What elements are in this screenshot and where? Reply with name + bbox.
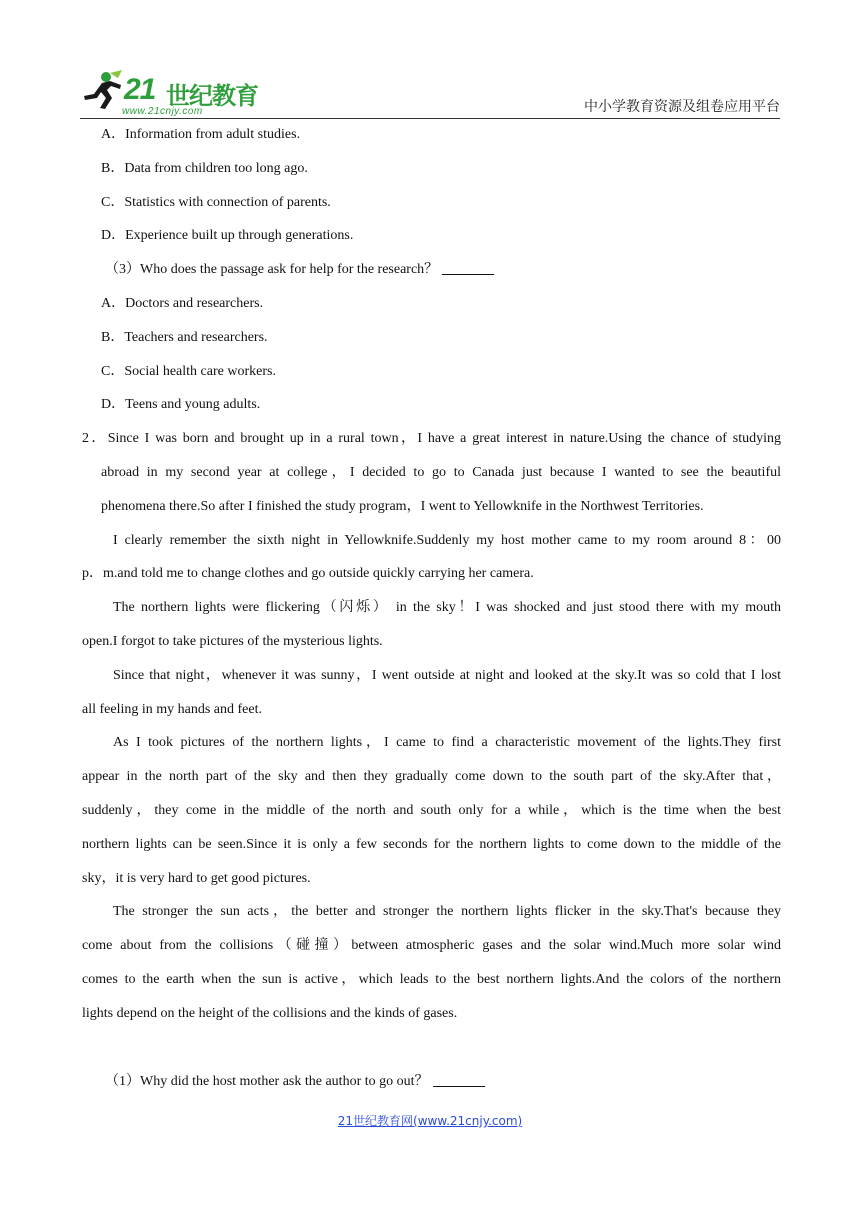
passage-line: 2．Since I was born and brought up in a rural town，I have a great interest in nature.Using the chance of studying xyxy=(82,431,781,447)
question-1-stem: （1）Why did the host mother ask the author to go out？ xyxy=(105,1073,429,1089)
logo-title: 世纪教育 xyxy=(166,82,258,110)
document-body xyxy=(82,118,781,1098)
question-1 xyxy=(82,1065,781,1099)
option-a: A．Doctors and researchers. xyxy=(101,295,264,311)
question-3-stem: （3）Who does the passage ask for help for the research？ xyxy=(105,262,439,278)
passage-line: suddenly，they come in the middle of the north and south only for a while，which is the time when the best xyxy=(82,802,781,818)
option-b: B．Data from children too long ago. xyxy=(101,160,308,176)
spacer xyxy=(82,1031,781,1065)
logo-url: www.21cnjy.com xyxy=(122,106,203,117)
passage-line: comes to the earth when the sun is active，which leads to the best northern lights.And the colors of the northern xyxy=(82,971,781,987)
option-d: D．Experience built up through generations. xyxy=(101,228,354,244)
passage-line: abroad in my second year at college，I decided to go to Canada just because I wanted to see the beautiful xyxy=(101,464,781,480)
passage-line: The northern lights were flickering（闪烁） in the sky！I was shocked and just stood there with my mouth xyxy=(113,600,781,616)
passage-line: p．m.and told me to change clothes and go outside quickly carrying her camera. xyxy=(82,566,534,582)
passage-line: open.I forgot to take pictures of the mysterious lights. xyxy=(82,633,383,649)
option-d: D．Teens and young adults. xyxy=(101,397,261,413)
page-header xyxy=(80,66,780,118)
site-logo[interactable] xyxy=(80,66,270,118)
passage-line: northern lights can be seen.Since it is only a few seconds for the northern lights to come down to the middle of the xyxy=(82,836,781,852)
option-c: C．Statistics with connection of parents. xyxy=(101,194,331,210)
passage-line: As I took pictures of the northern lights，I came to find a characteristic movement of the lights.They first xyxy=(113,735,781,751)
passage-line: come about from the collisions（碰撞）between atmospheric gases and the solar wind.Much more solar wind xyxy=(82,938,781,954)
logo-number: 21 xyxy=(124,73,156,106)
option-b: B．Teachers and researchers. xyxy=(101,329,268,345)
passage-line: appear in the north part of the sky and then they gradually come down to the south part of the sky.After that， xyxy=(82,769,781,785)
answer-blank xyxy=(442,260,494,275)
passage-line: phenomena there.So after I finished the study program，I went to Yellowknife in the Northwest Territories. xyxy=(101,498,704,514)
passage-line: The stronger the sun acts，the better and stronger the northern lights flicker in the sky.That's because they xyxy=(113,904,781,920)
question-3 xyxy=(82,253,781,287)
passage-line: Since that night，whenever it was sunny，I went outside at night and looked at the sky.It was so cold that I lost xyxy=(113,667,781,683)
answer-blank xyxy=(433,1072,485,1087)
footer-link[interactable]: 21世纪教育网(www.21cnjy.com) xyxy=(337,1114,523,1128)
runner-icon xyxy=(80,70,124,110)
platform-name: 中小学教育资源及组卷应用平台 xyxy=(584,99,780,115)
passage-line: I clearly remember the sixth night in Yellowknife.Suddenly my host mother came to my room around 8：00 xyxy=(113,532,781,548)
option-c: C．Social health care workers. xyxy=(101,363,276,379)
option-a: A．Information from adult studies. xyxy=(101,127,301,142)
passage-line: lights depend on the height of the collisions and the kinds of gases. xyxy=(82,1005,458,1021)
passage-line: all feeling in my hands and feet. xyxy=(82,701,262,717)
passage-line: sky，it is very hard to get good pictures. xyxy=(82,870,311,886)
